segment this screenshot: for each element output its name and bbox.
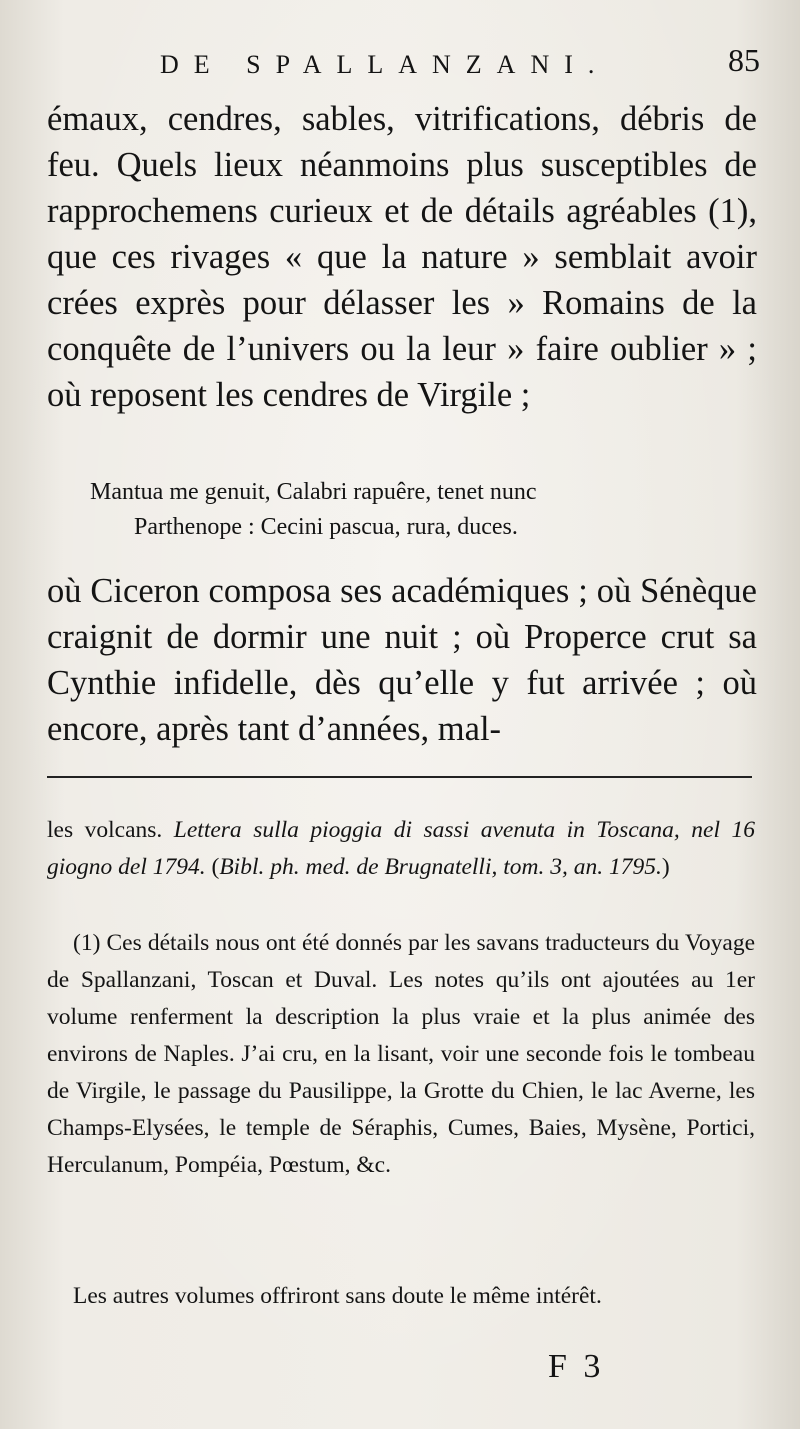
footnote-continued-open: ( [211,854,220,880]
running-head: DE SPALLANZANI. [160,50,610,79]
footnote-continued [47,812,755,886]
verse-line-1: Mantua me genuit, Calabri rapuêre, tenet nunc [90,479,537,505]
footnote-citation: Bibl. ph. med. de Brugnatelli, tom. 3, an. 1795. [219,854,662,880]
body-paragraph-1: émaux, cendres, sables, vitrifications, débris de feu. Quels lieux néanmoins plus susceptibles de rapprochemens curieux et de détails agréables (1), que ces rivages « que la nature » semblait avoir crées exprès pour délasser les » Romains de la conquête de l’univers ou la leur » faire oublier » ; où reposent les cendres de Virgile ; [47,100,757,414]
footnote-2: Les autres volumes offriront sans doute le même intérêt. [73,1283,602,1309]
page-header [160,40,760,90]
signature-mark: F 3 [548,1348,605,1385]
footnote-1: (1) Ces détails nous ont été donnés par les savans traducteurs du Voyage de Spallanzani, Toscan et Duval. Les notes qu’ils ont ajoutées au 1er volume renferment la description la plus vraie et la plus animée des environs de Naples. J’ai cru, en la lisant, voir une seconde fois le tombeau de Virgile, le passage du Pausilippe, la Grotte du Chien, le lac Averne, les Champs-Elysées, le temple de Séraphis, Cumes, Baies, Mysène, Portici, Herculanum, Pompéia, Pœstum, &c. [47,930,755,1178]
latin-epitaph-verse [90,475,710,545]
footnote-continued-lead: les volcans. [47,817,163,843]
verse-line-2: Parthenope : Cecini pascua, rura, duces. [134,514,518,540]
body-paragraph-2: où Ciceron composa ses académiques ; où Sénèque craignit de dormir une nuit ; où Properce crut sa Cynthie infidelle, dès qu’elle y fut arrivée ; où encore, après tant d’années, mal- [47,572,757,748]
footnote-continued-close: ) [661,854,670,880]
footnote-divider [47,776,752,778]
footnote-continued-italic: Lettera sulla pioggia di sassi avenuta in Toscana, nel 16 giogno del 1794. [47,817,756,880]
page-number: 85 [728,42,760,78]
